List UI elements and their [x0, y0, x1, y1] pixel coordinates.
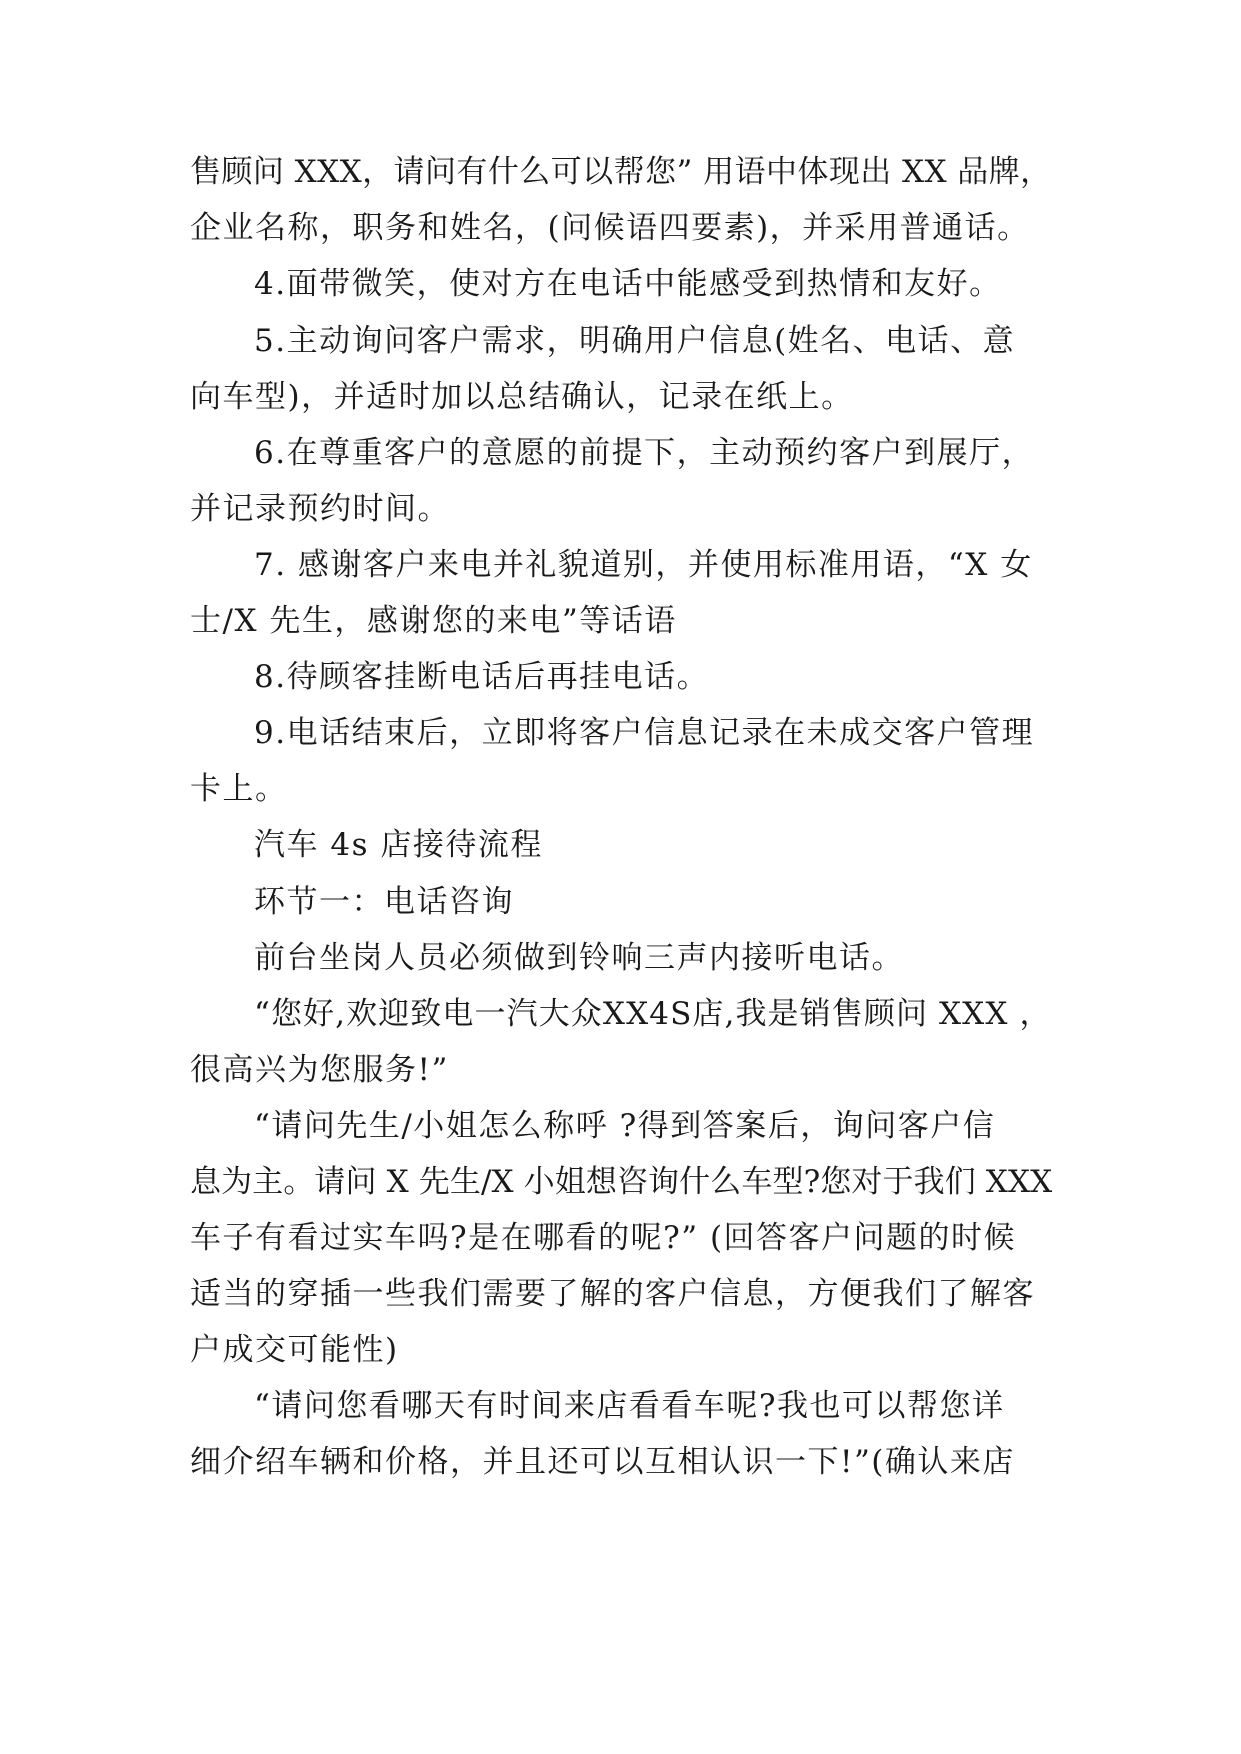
text-line: “您好,欢迎致电一汽大众XX4S店,我是销售顾问 XXX ，	[254, 996, 1052, 1032]
text-line: 前台坐岗人员必须做到铃响三声内接听电话。	[254, 940, 904, 976]
text-line: “请问您看哪天有时间来店看看车呢?我也可以帮您详	[254, 1388, 1005, 1424]
text-line: 息为主。请问 X 先生/X 小姐想咨询什么车型?您对于我们 XXX	[190, 1164, 1053, 1200]
text-line: 士/X 先生，感谢您的来电”等话语	[190, 603, 677, 639]
text-line: 适当的穿插一些我们需要了解的客户信息，方便我们了解客	[190, 1276, 1035, 1312]
text-line: 5.主动询问客户需求，明确用户信息(姓名、电话、意	[254, 323, 1016, 359]
text-line: 车子有看过实车吗?是在哪看的呢?” (回答客户问题的时候	[190, 1220, 1017, 1256]
section-heading: 环节一：电话咨询	[254, 884, 514, 920]
text-line: 8.待顾客挂断电话后再挂电话。	[254, 659, 710, 695]
text-line: 向车型)，并适时加以总结确认，记录在纸上。	[190, 379, 854, 415]
text-line: 4.面带微笑，使对方在电话中能感受到热情和友好。	[254, 266, 1002, 302]
text-line: 户成交可能性)	[190, 1332, 399, 1368]
text-line: 企业名称，职务和姓名，(问候语四要素)，并采用普通话。	[190, 210, 1030, 246]
text-line: 9.电话结束后，立即将客户信息记录在未成交客户管理	[254, 715, 1035, 751]
text-line: 售顾问 XXX，请问有什么可以帮您” 用语中体现出 XX 品牌，	[190, 154, 1052, 190]
text-line: 很高兴为您服务!”	[190, 1052, 449, 1088]
text-line: “请问先生/小姐怎么称呼 ?得到答案后，询问客户信	[254, 1108, 996, 1144]
text-line: 细介绍车辆和价格，并且还可以互相认识一下!”(确认来店	[190, 1444, 1015, 1480]
text-line: 卡上。	[190, 771, 288, 807]
text-line: 6.在尊重客户的意愿的前提下，主动预约客户到展厅，	[254, 435, 1035, 471]
text-line: 并记录预约时间。	[190, 491, 450, 527]
section-title: 汽车 4s 店接待流程	[254, 827, 543, 863]
text-line: 7. 感谢客户来电并礼貌道别，并使用标准用语，“X 女	[254, 547, 1033, 583]
